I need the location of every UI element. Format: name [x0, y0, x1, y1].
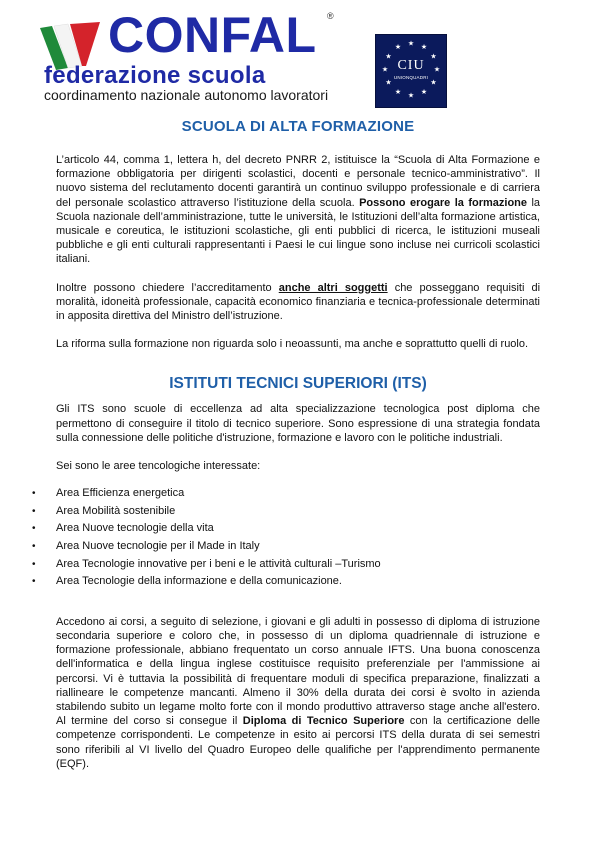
star-icon: ★ — [407, 92, 415, 100]
registered-mark: ® — [327, 11, 334, 21]
star-icon: ★ — [394, 44, 402, 51]
underlined-text: anche altri soggetti — [278, 281, 388, 294]
paragraph — [56, 153, 540, 267]
brand-subtitle: federazione scuola — [44, 62, 266, 89]
bullet-icon: • — [32, 488, 36, 500]
text: Inoltre possono chiedere l’accreditamento — [56, 281, 272, 294]
bullet-icon: • — [32, 505, 36, 517]
section-title: SCUOLA DI ALTA FORMAZIONE — [181, 118, 415, 135]
ciu-badge-label: CIU — [397, 58, 425, 73]
star-icon: ★ — [433, 66, 441, 74]
text: L’articolo 44, comma 1, lettera h, del decreto PNRR 2, istituisce la “Scuola di Alta Formazione e formazione obbligatoria per dirigenti scolastici, docenti e personale tecnico-amministrativo”. Il nuovo sistema del reclutamento docenti garantirà un continuo sviluppo professionale e di carriera del personale scolastico attraverso l’istituzione della scuola. — [56, 154, 540, 209]
brand-tagline: coordinamento nazionale autonomo lavoratori — [44, 87, 329, 103]
bullet-icon: • — [32, 576, 36, 588]
areas-list — [32, 485, 540, 591]
section-title: ISTITUTI TECNICI SUPERIORI (ITS) — [169, 375, 427, 393]
star-icon: ★ — [420, 89, 428, 96]
bold-text: Diploma di Tecnico Superiore — [242, 715, 405, 728]
star-icon: ★ — [381, 66, 389, 74]
brand-name: CONFAL — [108, 7, 317, 63]
paragraph: Sei sono le aree tencologiche interessate: — [56, 460, 261, 473]
ciu-badge — [375, 34, 447, 108]
list-item-text: Area Mobilità sostenibile — [56, 504, 176, 517]
text: Accedono ai corsi, a seguito di selezione, i giovani e gli adulti in possesso di diploma di istruzione secondaria superiore e coloro che, in possesso di un diploma quadriennale di istruzione e formazione professionale, abbiano frequentato un corso annuale IFTS. Una buona conoscenza dell'informatica e della lingua inglese costituisce requisito preferenziale per l'ammissione ai percorsi. Vi è tuttavia la possibilità di frequentare moduli di specifica preparazione, finalizzati a riallineare le competenze mancanti. Almeno il 30% della durata dei corsi è svolto in azienda stabilendo subito un legame molto forte con il mondo produttivo attraverso stage anche all'estero. Al termine del corso si consegue il — [56, 615, 540, 728]
star-icon: ★ — [420, 44, 428, 51]
star-icon: ★ — [385, 79, 392, 87]
letterhead — [38, 7, 441, 103]
bullet-icon: • — [32, 523, 36, 535]
list-item-text: Area Tecnologie della informazione e della comunicazione. — [56, 575, 342, 588]
list-item — [32, 573, 540, 591]
list-item-text: Area Nuove tecnologie per il Made in Italy — [56, 540, 260, 553]
bullet-icon: • — [32, 558, 36, 570]
paragraph: La riforma sulla formazione non riguarda solo i neoassunti, ma anche e soprattutto quelli di ruolo. — [56, 338, 529, 351]
text: con la certificazione delle competenze corrispondenti. Le competenze in esito ai percorsi ITS della durata di sei semestri sono riferibili al VI livello del Quadro Europeo delle qualifiche per l'apprendimento permanente (EQF). — [56, 715, 541, 770]
list-item-text: Area Tecnologie innovative per i beni e le attività culturali –Turismo — [56, 557, 381, 570]
paragraph — [56, 615, 540, 771]
star-icon: ★ — [430, 79, 437, 87]
ciu-badge-sub: UNIONQUADRI — [393, 75, 429, 80]
bullet-icon: • — [32, 541, 36, 553]
star-icon: ★ — [394, 89, 402, 96]
document-body — [32, 118, 541, 771]
text: la Scuola nazionale dell’amministrazione, tutte le università, le Istituzioni dell’alta formazione artistica, musicale e coreutica, le istituzioni scolastiche, gli enti pubblici di ricerca, le istituzioni museali pubbliche e gli enti culturali rappresentanti i Paesi le cui lingue sono incluse nei curricoli scolastici italiani. — [56, 196, 541, 266]
list-item — [32, 485, 540, 503]
list-item — [32, 503, 540, 521]
star-icon: ★ — [430, 53, 437, 61]
star-icon: ★ — [407, 40, 415, 48]
list-item — [32, 556, 540, 574]
paragraph: Gli ITS sono scuole di eccellenza ad alta specializzazione tecnologica post diploma che permettono di conseguire il titolo di tecnico superiore. Sono espressione di una strategia fondata sulla connessione delle politiche d'istruzione, formazione e lavoro con le politiche industriali. — [56, 403, 540, 444]
list-item-text: Area Nuove tecnologie della vita — [56, 522, 214, 535]
list-item — [32, 520, 540, 538]
star-icon: ★ — [385, 53, 392, 61]
section-alta-formazione — [56, 118, 540, 351]
section-its — [32, 375, 541, 771]
list-item-text: Area Efficienza energetica — [56, 487, 185, 500]
bold-text: Possono erogare la formazione — [359, 196, 528, 209]
list-item — [32, 538, 540, 556]
text: che posseggano requisiti di moralità, idoneità professionale, capacità economico finanziaria e tecnica-professionale determinati in apposita direttiva del Ministro dell’istruzione. — [56, 281, 541, 323]
paragraph — [56, 281, 540, 324]
